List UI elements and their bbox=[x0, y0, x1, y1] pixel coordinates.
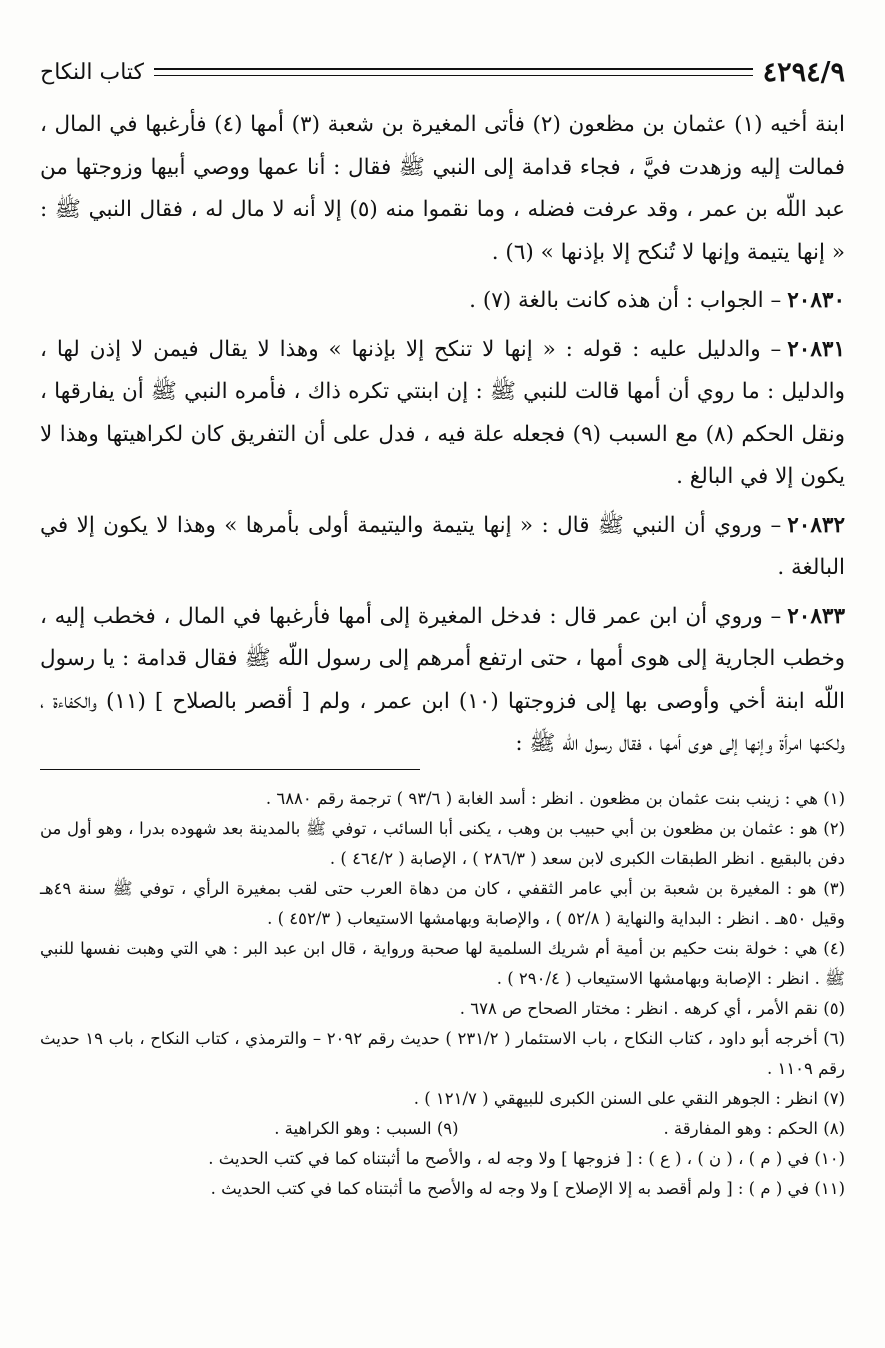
footnote-separator bbox=[40, 769, 420, 770]
paragraph-number: ٢٠٨٣٢ bbox=[787, 512, 845, 538]
paragraph-text: – والدليل عليه : قوله : « إنها لا تنكح إلا بإذنها » وهذا لا يقال فيمن لا إذن لها ، والدليل : ما روي أن أمها قالت للنبي ﷺ : إن ابنتي تكره ذاك ، فأمره النبي ﷺ أن يفارقها ، ونقل الحكم (٨) مع السبب (٩) فجعله علة فيه ، فدل على أن التفريق كان لكراهيتها وهذا لا يكون إلا في البالغ . bbox=[40, 336, 846, 489]
paragraph-20831 bbox=[40, 329, 845, 499]
paragraph-20832 bbox=[40, 505, 845, 590]
footnote-6: (٦) أخرجه أبو داود ، كتاب النكاح ، باب الاستئمار ( ٢٣١/٢ ) حديث رقم ٢٠٩٢ – والترمذي ، كتاب النكاح ، باب ١٩ حديث رقم ١١٠٩ . bbox=[40, 1029, 846, 1078]
footnote-1: (١) هي : زينب بنت عثمان بن مظعون . انظر : أسد الغابة ( ٩٣/٦ ) ترجمة رقم ٦٨٨٠ . bbox=[265, 789, 845, 808]
paragraph-20833 bbox=[40, 596, 845, 766]
paragraph-text: ابنة أخيه (١) عثمان بن مظعون (٢) فأتى المغيرة بن شعبة (٣) أمها (٤) فأرغبها في المال ، فمالت إليه وزهدت فيَّ ، فجاء قدامة إلى النبي ﷺ فقال : أنا عمها ووصي أبيها وزوجتها من عبد اللّه بن عمر ، وقد عرفت فضله ، وما نقموا منه (٥) إلا أنه لا مال له ، فقال النبي ﷺ : « إنها يتيمة وإنها لا تُنكح إلا بإذنها » (٦) . bbox=[40, 112, 845, 265]
book-title: كتاب النكاح bbox=[40, 59, 145, 85]
footnote-3: (٣) هو : المغيرة بن شعبة بن أبي عامر الثقفي ، كان من دهاة العرب حتى لقب بمغيرة الرأي ، توفي ﷺ سنة ٤٩هـ وقيل ٥٠هـ . انظر : البداية والنهاية ( ٥٢/٨ ) ، والإصابة وبهامشها الاستيعاب ( ٤٥٢/٣ ) . bbox=[40, 879, 845, 928]
footnote-10: (١٠) في ( م ) ، ( ن ) ، ( ع ) : [ فزوجها ] ولا وجه له ، والأصح ما أثبتناه كما في كتب الحديث . bbox=[208, 1149, 845, 1168]
paragraph-number: ٢٠٨٣٣ bbox=[787, 603, 845, 629]
footnote-7: (٧) انظر : الجوهر النقي على السنن الكبرى للبيهقي ( ١٢١/٧ ) . bbox=[413, 1089, 845, 1108]
paragraph-text: – وروي أن ابن عمر قال : فدخل المغيرة إلى أمها فأرغبها في المال ، فخطب إليه ، وخطب الجارية إلى هوى أمها ، حتى ارتفع أمرهم إلى رسول اللّه ﷺ فقال قدامة : يا رسول اللّه ابنة أخي وأوصى بها إلى فزوجتها (١٠) ابن عمر ، ولم [ أقصر بالصلاح ] (١١) والكفاءة ، ولكنها امرأة وإنها إلى هوى أمها ، فقال رسول اللّه ﷺ : bbox=[40, 603, 845, 756]
footnotes bbox=[40, 784, 845, 1204]
footnote-row-8-9 bbox=[40, 1114, 845, 1144]
footnote-8: (٨) الحكم : وهو المفارقة . bbox=[663, 1119, 845, 1138]
footnote-5: (٥) نقم الأمر ، أي كرهه . انظر : مختار الصحاح ص ٦٧٨ . bbox=[459, 999, 845, 1018]
paragraph-number: ٢٠٨٣١ bbox=[787, 336, 845, 362]
paragraph-20830 bbox=[40, 280, 845, 323]
footnote-11: (١١) في ( م ) : [ ولم أقصد به إلا الإصلاح ] ولا وجه له والأصح ما أثبتناه كما في كتب الحديث . bbox=[210, 1179, 845, 1198]
footnote-9: (٩) السبب : وهو الكراهية . bbox=[274, 1119, 459, 1138]
main-text bbox=[40, 104, 845, 772]
paragraph-text: – وروي أن النبي ﷺ قال : « إنها يتيمة واليتيمة أولى بأمرها » وهذا لا يكون إلا في البالغة . bbox=[40, 512, 845, 580]
paragraph-number: ٢٠٨٣٠ bbox=[787, 288, 845, 313]
footnote-2: (٢) هو : عثمان بن مظعون بن أبي حبيب بن وهب ، يكنى أبا السائب ، توفي ﷺ بالمدينة بعد شهوده بدرا ، وهو أول من دفن بالبقيع . انظر الطبقات الكبرى لابن سعد ( ٢٨٦/٣ ) ، الإصابة ( ٤٦٤/٢ ) . bbox=[40, 819, 845, 868]
footnote-4: (٤) هي : خولة بنت حكيم بن أمية أم شريك السلمية لها صحبة ورواية ، قال ابن عبد البر : هي التي وهبت نفسها للنبي ﷺ . انظر : الإصابة وبهامشها الاستيعاب ( ٢٩٠/٤ ) . bbox=[40, 939, 845, 988]
header-rule bbox=[154, 68, 753, 76]
page-header bbox=[40, 52, 845, 92]
paragraph-intro bbox=[40, 104, 845, 274]
paragraph-text: – الجواب : أن هذه كانت بالغة (٧) . bbox=[469, 288, 782, 313]
page-number: ٤٢٩٤/٩ bbox=[762, 56, 845, 88]
